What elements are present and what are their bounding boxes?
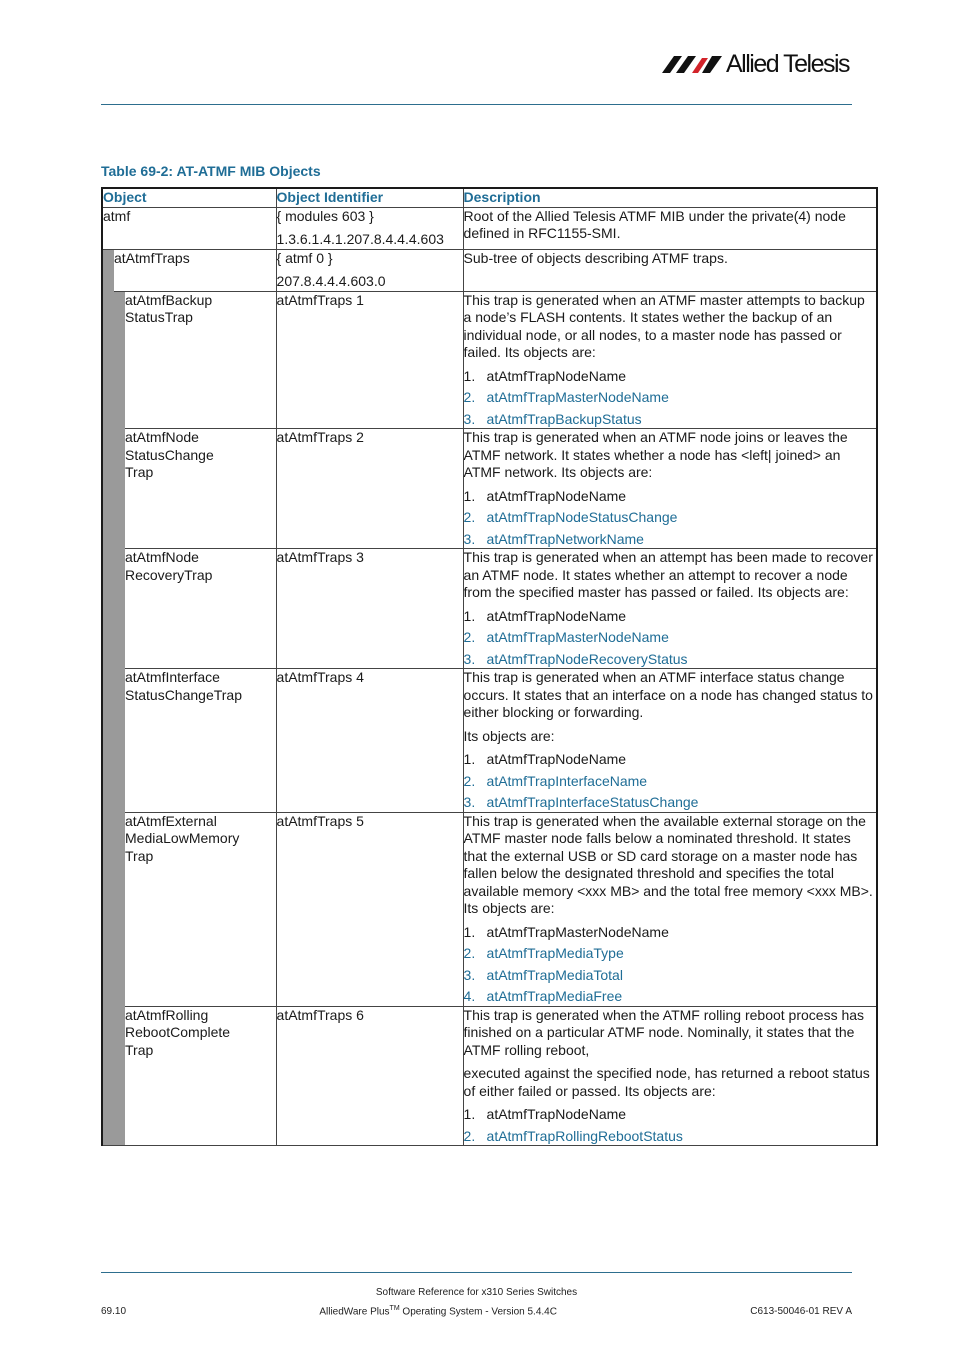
object-name: atAtmfNode StatusChange Trap (125, 429, 276, 549)
hierarchy-bar-level-2 (114, 812, 125, 1006)
allied-telesis-logo-mark (662, 53, 724, 75)
trap-object-item (464, 608, 877, 626)
description-paragraph: Its objects are: (463, 727, 555, 744)
hierarchy-bar-level-1 (102, 669, 114, 813)
item-text[interactable]: atAtmfTrapNodeStatusChange (486, 509, 678, 525)
trap-object-item[interactable] (464, 411, 877, 429)
table-row-atatmftraps (102, 249, 877, 291)
object-identifier: atAtmfTraps 4 (276, 669, 463, 813)
item-number: 3. (463, 410, 476, 427)
object-name: atAtmfInterface StatusChangeTrap (125, 669, 276, 813)
item-text[interactable]: atAtmfTrapNodeRecoveryStatus (486, 650, 688, 667)
column-header-description: Description (463, 188, 877, 207)
trap-object-item[interactable] (464, 988, 877, 1006)
hierarchy-bar-level-2 (114, 1006, 125, 1146)
item-text: atAtmfTrapNodeName (486, 607, 627, 624)
object-description (463, 812, 877, 1006)
item-number: 1. (463, 367, 476, 384)
object-description (463, 291, 877, 429)
trap-object-item[interactable] (464, 945, 877, 963)
object-name: atAtmfNode RecoveryTrap (125, 549, 276, 669)
item-text: atAtmfTrapMasterNodeName (486, 923, 669, 940)
description-paragraph: This trap is generated when the ATMF rolling reboot process has finished on a particular ATMF node. Nominally, it states that the ATMF rolling reboot, (463, 1006, 865, 1058)
footer-rule (101, 1272, 852, 1273)
trap-object-item[interactable] (464, 629, 877, 647)
item-number: 2. (463, 772, 476, 789)
trap-object-item (464, 488, 877, 506)
object-identifier: atAtmfTraps 5 (276, 812, 463, 1006)
object-description (463, 549, 877, 669)
hierarchy-bar-level-2 (114, 549, 125, 669)
document-id: C613-50046-01 REV A (750, 1306, 852, 1318)
item-number: 4. (463, 988, 476, 1004)
item-text[interactable]: atAtmfTrapBackupStatus (486, 410, 642, 427)
hierarchy-bar-level-2 (114, 429, 125, 549)
hierarchy-bar-level-1 (102, 1006, 114, 1146)
object-name: atAtmfRolling RebootComplete Trap (125, 1006, 276, 1146)
item-number: 3. (463, 966, 476, 983)
oid-line: { modules 603 } (276, 207, 374, 224)
hierarchy-bar-level-1 (102, 249, 114, 291)
item-text: atAtmfTrapNodeName (486, 367, 627, 384)
description-paragraph: executed against the specified node, has returned a reboot status of either failed or passed. Its objects are: (463, 1065, 870, 1099)
object-identifier: atAtmfTraps 3 (276, 549, 463, 669)
item-number: 2. (463, 1127, 476, 1144)
trap-object-item[interactable] (464, 389, 877, 407)
oid-line: 1.3.6.1.4.1.207.8.4.4.4.603 (276, 231, 444, 247)
item-text[interactable]: atAtmfTrapMasterNodeName (486, 389, 669, 405)
description-paragraph: This trap is generated when an ATMF interface status change occurs. It states that an interface on a node has changed status to either blocking or forwarding. (463, 669, 873, 720)
oid-line: 207.8.4.4.4.603.0 (276, 273, 386, 289)
trademark: TM (389, 1305, 400, 1312)
item-number: 1. (463, 751, 476, 767)
object-name: atAtmfBackup StatusTrap (125, 291, 276, 429)
description-paragraph: This trap is generated when an ATMF master attempts to backup a node’s FLASH contents. It states wether the backup of an individual node, or all nodes, to a master node has passed or failed. Its objects are: (463, 291, 865, 360)
trap-object-item[interactable] (464, 1128, 877, 1146)
footer-os-version (319, 1305, 557, 1317)
item-text[interactable]: atAtmfTrapMediaTotal (486, 966, 623, 983)
item-text[interactable]: atAtmfTrapInterfaceName (486, 772, 648, 789)
item-text[interactable]: atAtmfTrapNetworkName (486, 530, 644, 547)
table-caption: Table 69-2: AT-ATMF MIB Objects (101, 163, 321, 179)
description-paragraph: Sub-tree of objects describing ATMF traps. (463, 249, 728, 266)
column-header-object: Object (102, 188, 276, 207)
item-number: 1. (463, 1106, 476, 1122)
item-text: atAtmfTrapNodeName (486, 487, 627, 504)
object-description (463, 429, 877, 549)
os-name: AlliedWare Plus (319, 1306, 390, 1318)
hierarchy-bar-level-1 (102, 291, 114, 429)
item-text[interactable]: atAtmfTrapMediaType (486, 945, 624, 961)
table-header-row (102, 188, 877, 207)
item-number: 3. (463, 530, 476, 547)
item-text[interactable]: atAtmfTrapMasterNodeName (486, 629, 669, 645)
object-identifier (276, 207, 463, 249)
trap-object-item (464, 1106, 877, 1124)
hierarchy-bar-level-1 (102, 429, 114, 549)
item-number: 3. (463, 650, 476, 667)
item-text: atAtmfTrapNodeName (486, 751, 627, 767)
object-name: atAtmfTraps (114, 249, 276, 291)
table-row (102, 429, 877, 549)
trap-object-list (464, 1106, 877, 1145)
trap-object-item[interactable] (464, 967, 877, 985)
trap-object-item (464, 751, 877, 769)
object-name: atAtmfExternal MediaLowMemory Trap (125, 812, 276, 1006)
object-name: atmf (102, 207, 276, 249)
trap-object-list (464, 488, 877, 549)
mib-objects-table (101, 187, 878, 1146)
trap-object-item[interactable] (464, 794, 877, 812)
item-number: 1. (463, 487, 476, 504)
trap-object-list (464, 608, 877, 669)
trap-object-item[interactable] (464, 773, 877, 791)
trap-object-list (464, 924, 877, 1006)
table-row (102, 812, 877, 1006)
item-number: 2. (463, 629, 476, 645)
footer (101, 1287, 852, 1317)
header-rule (101, 104, 852, 105)
hierarchy-bar-level-1 (102, 549, 114, 669)
item-text[interactable]: atAtmfTrapMediaFree (486, 988, 623, 1004)
table-row (102, 1006, 877, 1146)
footer-title: Software Reference for x310 Series Switches (375, 1287, 578, 1298)
object-identifier (276, 249, 463, 291)
allied-telesis-logo (662, 50, 862, 82)
table-row-atmf (102, 207, 877, 249)
trap-object-item[interactable] (464, 509, 877, 527)
item-text: atAtmfTrapNodeName (486, 1106, 627, 1122)
object-identifier: atAtmfTraps 2 (276, 429, 463, 549)
hierarchy-bar-level-1 (102, 812, 114, 1006)
description-paragraph: This trap is generated when an ATMF node joins or leaves the ATMF network. It states whether a node has <left| joined> an ATMF network. Its objects are: (463, 429, 848, 480)
hierarchy-bar-level-2 (114, 291, 125, 429)
object-identifier: atAtmfTraps 1 (276, 291, 463, 429)
trap-object-item (464, 368, 877, 386)
hierarchy-bar-level-2 (114, 669, 125, 813)
trap-object-item[interactable] (464, 651, 877, 669)
description-paragraph: This trap is generated when an attempt has been made to recover an ATMF node. It states whether an attempt to recover a node from the specified master has passed or failed. Its objects are: (463, 549, 873, 600)
table-row (102, 669, 877, 813)
trap-object-list (464, 751, 877, 812)
os-version: Operating System - Version 5.4.4C (399, 1306, 557, 1318)
table-row (102, 291, 877, 429)
trap-object-list (464, 368, 877, 429)
oid-line: { atmf 0 } (276, 249, 333, 266)
item-text[interactable]: atAtmfTrapInterfaceStatusChange (486, 794, 699, 810)
page-number: 69.10 (101, 1306, 127, 1318)
item-number: 1. (463, 607, 476, 624)
description-paragraph: This trap is generated when the available external storage on the ATMF master node falls below a nominated threshold. It states that the external USB or SD card storage on a master node has fallen below the designated threshold and specifies the total available memory <xxx MB> and the total free memory <xxx MB>. Its objects are: (463, 812, 873, 916)
trap-object-item (464, 924, 877, 942)
item-number: 2. (463, 509, 476, 525)
item-number: 1. (463, 923, 476, 940)
trap-object-item[interactable] (464, 531, 877, 549)
item-number: 2. (463, 389, 476, 405)
column-header-oid: Object Identifier (276, 188, 463, 207)
table-row (102, 549, 877, 669)
brand-name: Allied Telesis (726, 50, 850, 78)
item-number: 2. (463, 945, 476, 961)
object-description (463, 1006, 877, 1146)
object-identifier: atAtmfTraps 6 (276, 1006, 463, 1146)
description-paragraph: Root of the Allied Telesis ATMF MIB under the private(4) node defined in RFC1155-SMI. (463, 207, 846, 241)
object-description (463, 249, 877, 291)
item-text[interactable]: atAtmfTrapRollingRebootStatus (486, 1127, 683, 1144)
object-description (463, 207, 877, 249)
object-description (463, 669, 877, 813)
item-number: 3. (463, 794, 476, 810)
